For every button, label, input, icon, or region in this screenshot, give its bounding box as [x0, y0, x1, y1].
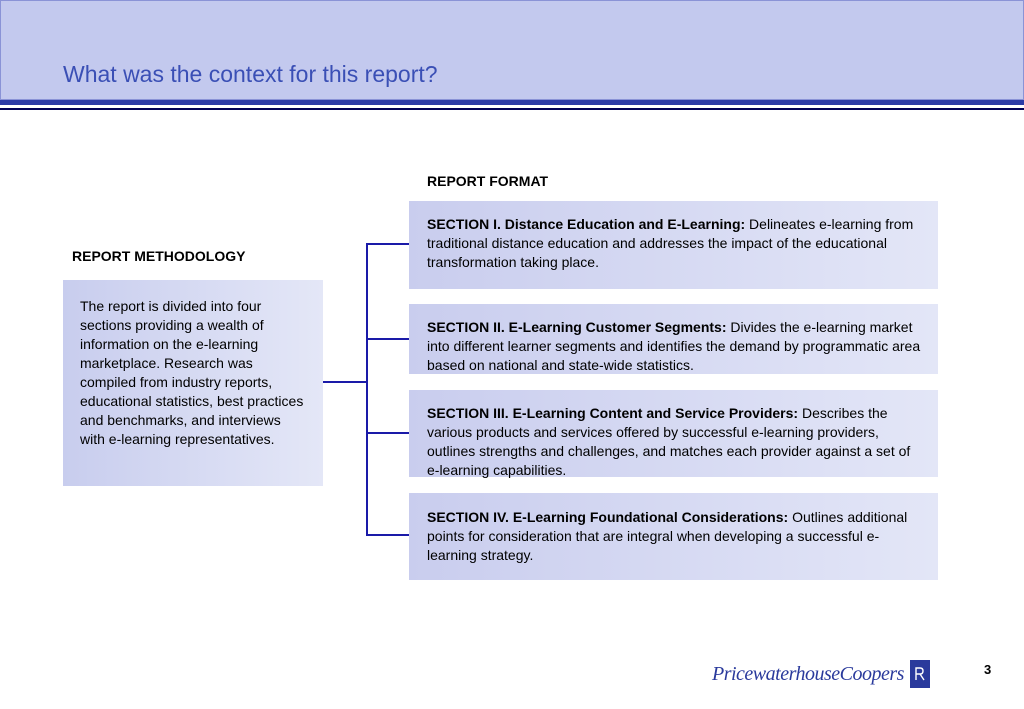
connector-branch-4 — [366, 534, 409, 536]
format-heading: REPORT FORMAT — [427, 173, 549, 189]
connector-trunk — [323, 381, 367, 383]
section-box-3 — [409, 390, 938, 477]
section-box-4 — [409, 493, 938, 580]
logo-wordmark: PricewaterhouseCoopers — [712, 662, 904, 685]
header-rule-thick — [0, 100, 1024, 105]
company-logo — [712, 660, 930, 688]
section-description: Outlines additional points for consideration that are integral when developing a successful e-learning strategy. — [427, 509, 908, 563]
page-number: 3 — [984, 662, 992, 677]
connector-branch-1 — [366, 243, 409, 245]
connector-branch-2 — [366, 338, 409, 340]
section-description: Divides the e-learning market into different learner segments and identifies the demand by programmatic area based on national and state-wide statistics. — [427, 319, 921, 373]
section-title: SECTION I. Distance Education and E-Learning: — [427, 216, 746, 232]
section-title: SECTION IV. E-Learning Foundational Considerations: — [427, 509, 789, 525]
methodology-heading: REPORT METHODOLOGY — [72, 248, 246, 264]
section-box-2 — [409, 304, 938, 374]
section-title: SECTION II. E-Learning Customer Segments: — [427, 319, 727, 335]
header-rule-thin — [0, 108, 1024, 110]
methodology-text: The report is divided into four sections providing a wealth of information on the e-learning marketplace. Research was compiled from industry reports, educational statistics, best practices and benchmarks, and interviews with e-learning representatives. — [80, 298, 304, 447]
section-description: Delineates e-learning from traditional distance education and addresses the impact of the educational transformation taking place. — [427, 216, 914, 270]
section-description: Describes the various products and services offered by successful e-learning providers, outlines strengths and challenges, and matches each provider against a set of e-learning capabilities. — [427, 405, 911, 478]
logo-emblem-icon — [910, 660, 930, 688]
methodology-box — [63, 280, 323, 486]
connector-branch-3 — [366, 432, 409, 434]
section-title: SECTION III. E-Learning Content and Service Providers: — [427, 405, 799, 421]
section-box-1 — [409, 201, 938, 289]
page-title: What was the context for this report? — [63, 61, 438, 87]
connector-vertical — [366, 243, 368, 536]
